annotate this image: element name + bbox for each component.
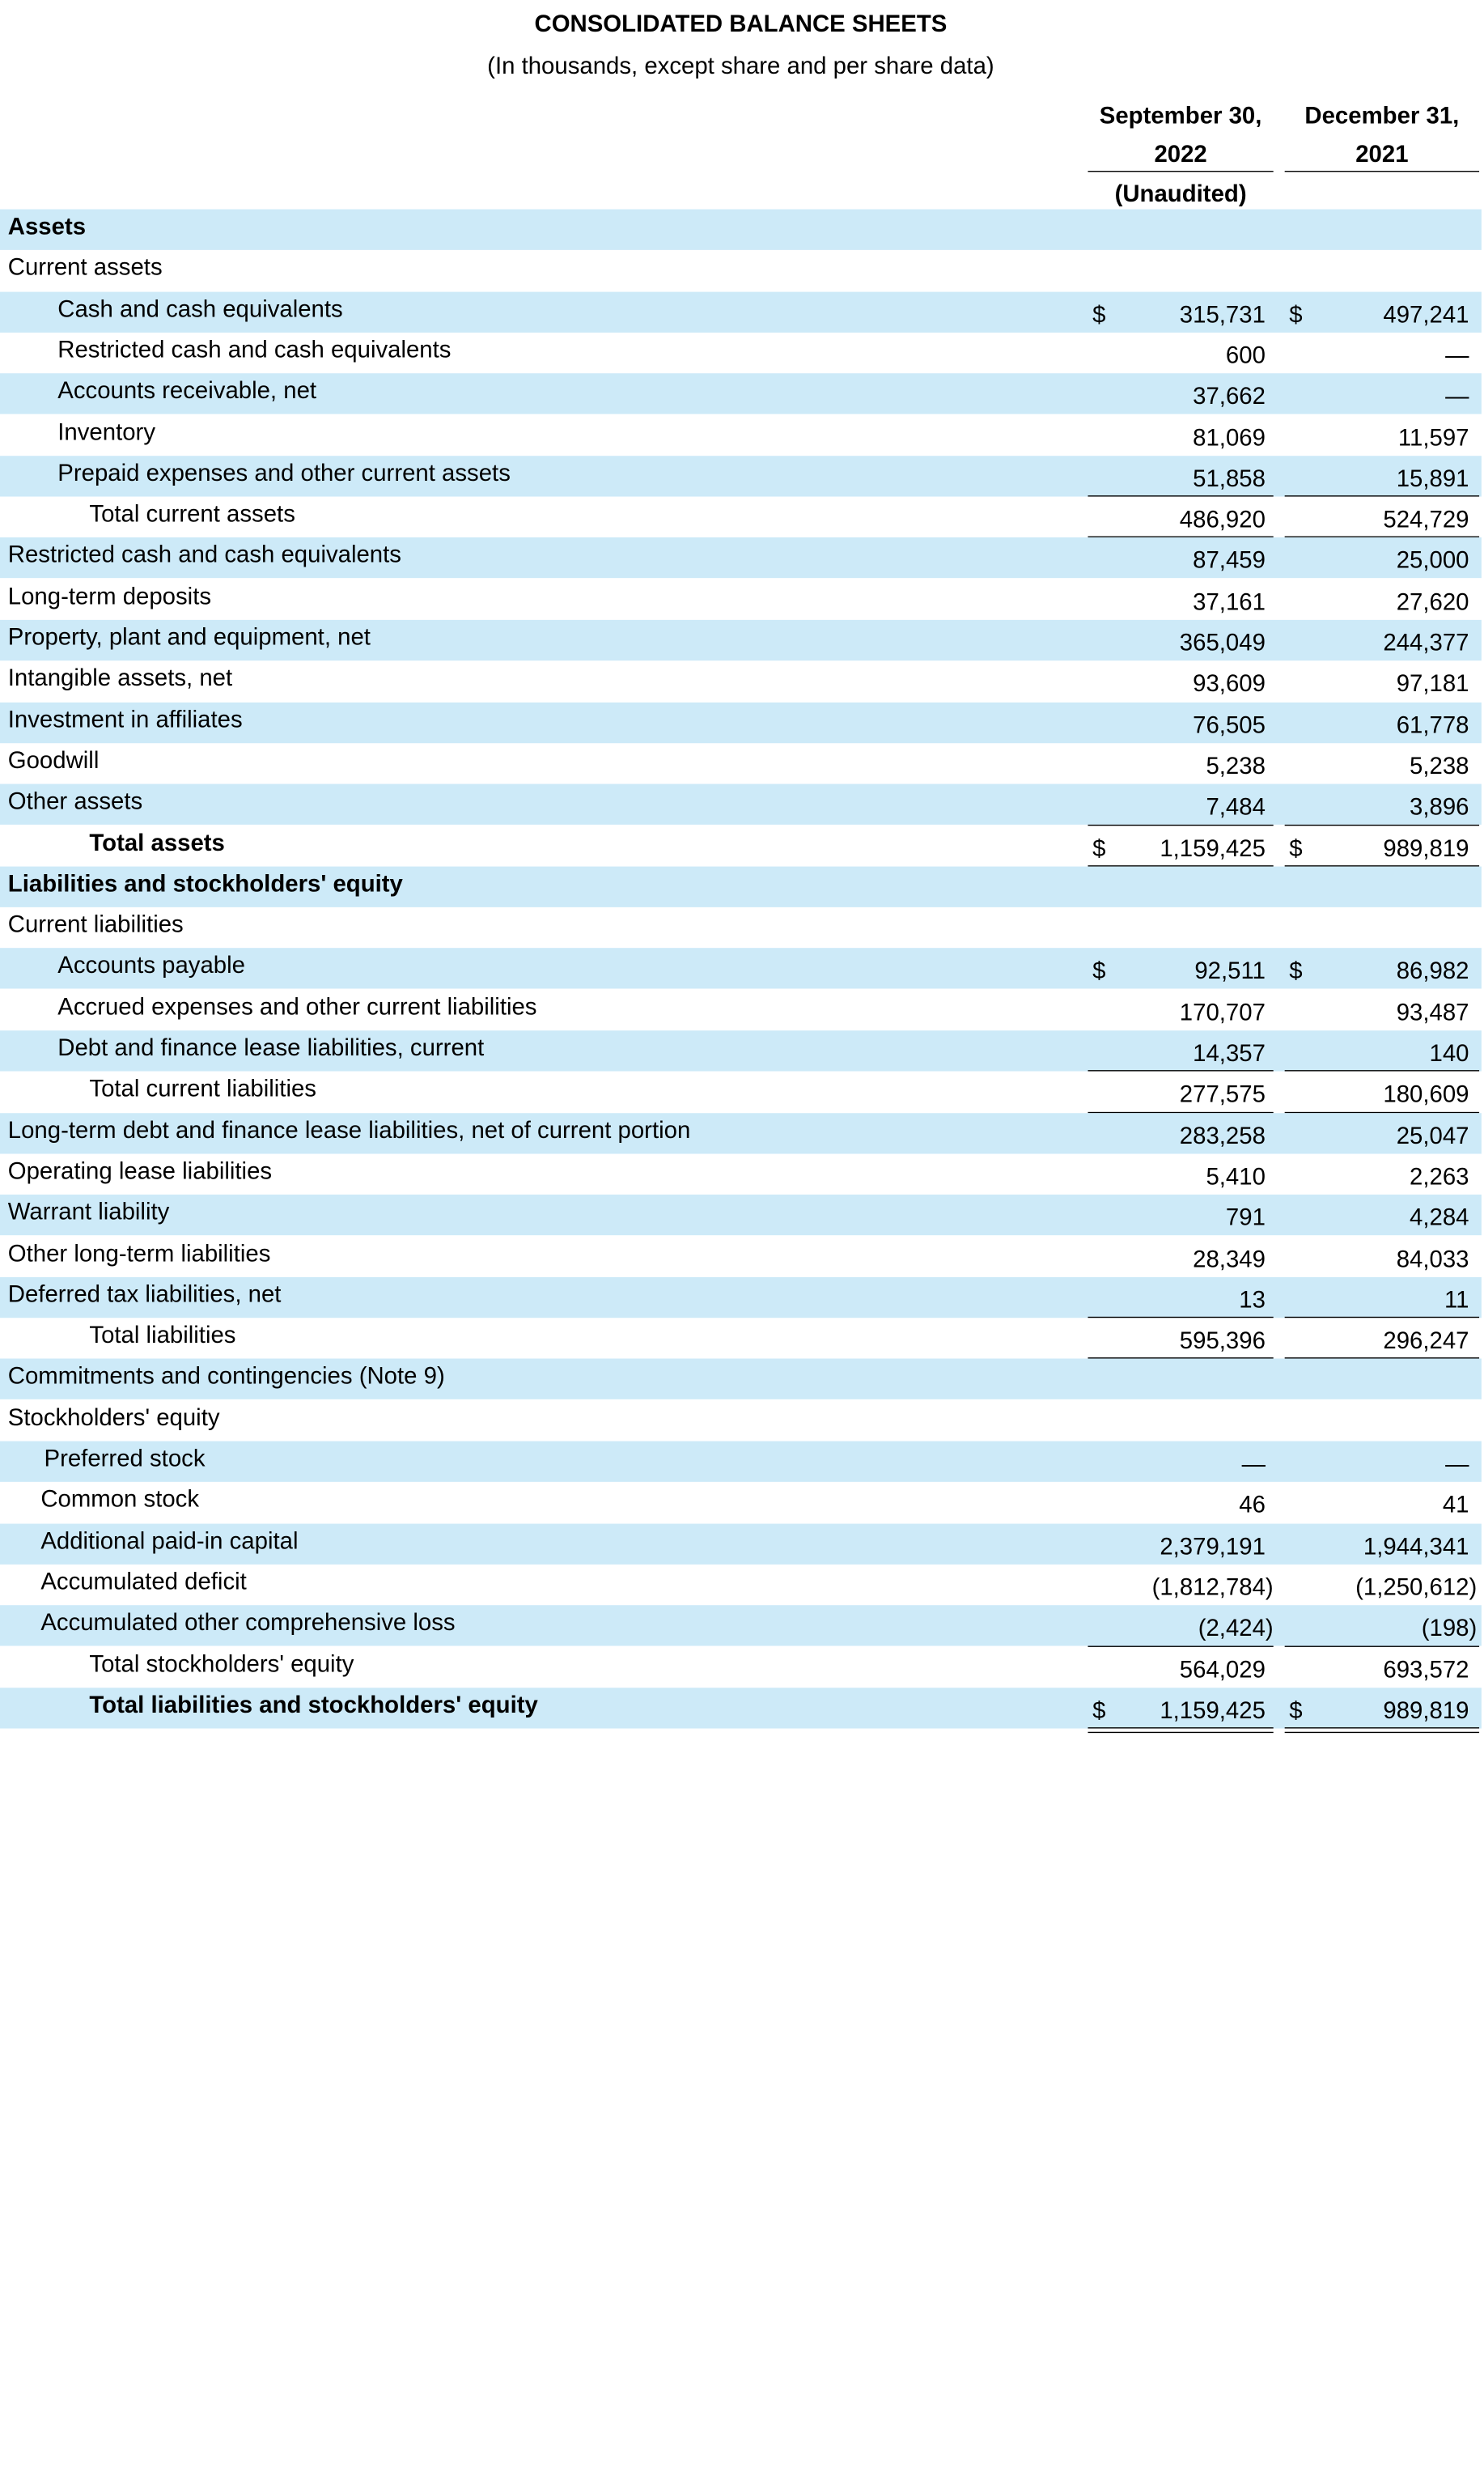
- table-row: [0, 1523, 1482, 1564]
- table-row: [0, 456, 1482, 496]
- value-dec-2021: 989,819: [1383, 1697, 1469, 1724]
- value-sep-2022: 5,238: [1206, 753, 1266, 779]
- row-label: Cash and cash equivalents: [57, 295, 343, 322]
- value-dec-2021: 989,819: [1383, 835, 1469, 862]
- value-sep-2022: 315,731: [1179, 301, 1266, 328]
- row-label: Long-term debt and finance lease liabilities, net of current portion: [7, 1117, 691, 1144]
- row-label: Operating lease liabilities: [7, 1157, 273, 1185]
- value-dec-2021: 3,896: [1410, 794, 1469, 821]
- row-label: Warrant liability: [7, 1199, 170, 1225]
- value-dec-2021: 11: [1444, 1287, 1469, 1314]
- value-dec-2021: 524,729: [1383, 507, 1469, 533]
- table-row: [0, 907, 1482, 948]
- value-dec-2021: 41: [1442, 1492, 1469, 1518]
- currency-symbol-dec-2021: $: [1289, 835, 1303, 862]
- value-dec-2021: —: [1445, 1451, 1469, 1478]
- value-dec-2021: 693,572: [1383, 1656, 1469, 1683]
- row-label: Accounts payable: [57, 953, 245, 979]
- value-dec-2021: 244,377: [1383, 630, 1469, 656]
- column-header-dec-line1: December 31,: [1304, 103, 1460, 130]
- table-row: [0, 1565, 1482, 1605]
- row-label: Total assets: [89, 830, 225, 856]
- table-row: [0, 1646, 1482, 1687]
- value-sep-2022: 1,159,425: [1160, 1697, 1266, 1724]
- value-sep-2022: 486,920: [1179, 507, 1266, 533]
- value-sep-2022: 600: [1225, 342, 1266, 369]
- row-label: Commitments and contingencies (Note 9): [7, 1363, 445, 1390]
- currency-symbol-sep-2022: $: [1092, 835, 1106, 862]
- row-label: Prepaid expenses and other current assets: [57, 460, 511, 486]
- value-dec-2021: (1,250,612): [1355, 1574, 1478, 1601]
- value-dec-2021: 4,284: [1410, 1204, 1469, 1231]
- row-label: Other long-term liabilities: [7, 1240, 271, 1267]
- double-underline: [1285, 1727, 1479, 1733]
- table-row: [0, 1605, 1482, 1645]
- row-label: Total liabilities: [89, 1322, 236, 1349]
- value-dec-2021: 140: [1429, 1040, 1469, 1067]
- row-label: Accumulated other comprehensive loss: [40, 1610, 456, 1637]
- row-label: Property, plant and equipment, net: [7, 624, 371, 651]
- value-dec-2021: 84,033: [1396, 1246, 1469, 1272]
- column-header-sep-2022: [1088, 97, 1273, 174]
- column-header-rule-2: [1285, 171, 1479, 172]
- table-row: [0, 1442, 1482, 1482]
- value-sep-2022: 7,484: [1206, 794, 1266, 821]
- value-dec-2021: 2,263: [1410, 1163, 1469, 1191]
- value-dec-2021: 180,609: [1383, 1081, 1469, 1108]
- page-subtitle: (In thousands, except share and per share data): [487, 53, 994, 79]
- table-row: [0, 1030, 1482, 1071]
- table-row: [0, 784, 1482, 825]
- table-row: [0, 291, 1482, 332]
- value-sep-2022: 365,049: [1179, 630, 1266, 656]
- value-sep-2022: 37,662: [1193, 384, 1266, 410]
- table-row: [0, 537, 1482, 578]
- row-label: Accumulated deficit: [40, 1569, 247, 1595]
- row-label: Additional paid-in capital: [40, 1527, 299, 1554]
- value-dec-2021: —: [1445, 342, 1469, 369]
- value-sep-2022: 277,575: [1179, 1081, 1266, 1108]
- table-row: [0, 579, 1482, 619]
- column-header-dec-2021: [1285, 97, 1479, 174]
- column-header-dec-line2: 2021: [1355, 141, 1409, 168]
- row-label: Inventory: [57, 418, 156, 445]
- value-sep-2022: 2,379,191: [1160, 1533, 1266, 1560]
- row-label: Current liabilities: [7, 911, 184, 938]
- value-sep-2022: 170,707: [1179, 1000, 1266, 1026]
- value-dec-2021: 93,487: [1396, 1000, 1469, 1026]
- value-dec-2021: 27,620: [1396, 588, 1469, 615]
- value-dec-2021: 97,181: [1396, 671, 1469, 698]
- double-underline: [1088, 1727, 1273, 1733]
- table-row: [0, 414, 1482, 455]
- currency-symbol-dec-2021: $: [1289, 1697, 1303, 1724]
- value-sep-2022: 5,410: [1206, 1163, 1266, 1191]
- table-row: [0, 1072, 1482, 1112]
- table-row: [0, 620, 1482, 660]
- table-row: [0, 1482, 1482, 1522]
- column-header-rule-1: [1088, 171, 1273, 172]
- row-label: Deferred tax liabilities, net: [7, 1281, 282, 1308]
- table-row: [0, 250, 1482, 291]
- row-label: Assets: [7, 214, 87, 240]
- currency-symbol-sep-2022: $: [1092, 1697, 1106, 1724]
- row-label: Investment in affiliates: [7, 706, 243, 733]
- currency-symbol-sep-2022: $: [1092, 301, 1106, 328]
- row-label: Preferred stock: [44, 1446, 206, 1472]
- table-row: [0, 1359, 1482, 1399]
- column-header-sep-line2: 2022: [1154, 141, 1207, 168]
- table-row: [0, 210, 1482, 250]
- value-sep-2022: 1,159,425: [1160, 835, 1266, 862]
- row-label: Restricted cash and cash equivalents: [7, 541, 401, 569]
- value-dec-2021: 296,247: [1383, 1327, 1469, 1355]
- row-label: Liabilities and stockholders' equity: [7, 870, 403, 898]
- value-sep-2022: 46: [1239, 1492, 1266, 1518]
- value-sep-2022: 595,396: [1179, 1327, 1266, 1355]
- row-label: Accounts receivable, net: [57, 378, 317, 405]
- row-label: Total stockholders' equity: [89, 1650, 354, 1677]
- table-row: [0, 826, 1482, 866]
- value-dec-2021: 25,047: [1396, 1123, 1469, 1149]
- row-label: Current assets: [7, 254, 163, 282]
- column-header-sep-line1: September 30,: [1099, 103, 1262, 130]
- row-label: Goodwill: [7, 747, 100, 774]
- value-dec-2021: 25,000: [1396, 547, 1469, 575]
- row-label: Accrued expenses and other current liabilities: [57, 994, 537, 1021]
- table-row: [0, 989, 1482, 1030]
- table-row: [0, 661, 1482, 702]
- table-row: [0, 1113, 1482, 1153]
- value-sep-2022: 564,029: [1179, 1656, 1266, 1683]
- table-row: [0, 1277, 1482, 1318]
- table-row: [0, 1236, 1482, 1276]
- value-dec-2021: 497,241: [1383, 301, 1469, 328]
- table-row: [0, 1688, 1482, 1728]
- row-label: Intangible assets, net: [7, 665, 233, 692]
- value-sep-2022: (2,424): [1198, 1616, 1274, 1642]
- row-label: Debt and finance lease liabilities, current: [57, 1034, 485, 1061]
- row-label: Total current liabilities: [89, 1076, 317, 1102]
- value-dec-2021: 15,891: [1396, 465, 1469, 492]
- table-row: [0, 949, 1482, 989]
- table-row: [0, 1318, 1482, 1358]
- row-label: Total current assets: [89, 501, 295, 528]
- value-sep-2022: 791: [1225, 1204, 1266, 1231]
- value-dec-2021: —: [1445, 384, 1469, 410]
- row-label: Stockholders' equity: [7, 1404, 220, 1431]
- page-title: CONSOLIDATED BALANCE SHEETS: [534, 11, 948, 38]
- table-row: [0, 866, 1482, 907]
- table-row: [0, 702, 1482, 742]
- row-label: Other assets: [7, 788, 143, 815]
- value-sep-2022: 283,258: [1179, 1123, 1266, 1149]
- table-row: [0, 373, 1482, 414]
- value-dec-2021: 5,238: [1410, 753, 1469, 779]
- value-sep-2022: 87,459: [1193, 547, 1266, 575]
- column-header-unaudited: (Unaudited): [1114, 180, 1247, 207]
- value-dec-2021: 1,944,341: [1363, 1533, 1469, 1560]
- value-dec-2021: 11,597: [1397, 424, 1469, 451]
- value-sep-2022: 13: [1239, 1287, 1266, 1314]
- value-sep-2022: 51,858: [1193, 465, 1266, 492]
- value-sep-2022: 14,357: [1193, 1040, 1266, 1067]
- row-label: Long-term deposits: [7, 583, 212, 609]
- value-sep-2022: —: [1241, 1451, 1266, 1478]
- row-label: Restricted cash and cash equivalents: [57, 337, 452, 363]
- value-dec-2021: 86,982: [1396, 958, 1469, 985]
- currency-symbol-sep-2022: $: [1092, 958, 1106, 985]
- table-row: [0, 333, 1482, 373]
- table-row: [0, 1153, 1482, 1194]
- value-sep-2022: 28,349: [1193, 1246, 1266, 1272]
- value-sep-2022: (1,812,784): [1151, 1574, 1274, 1601]
- table-row: [0, 497, 1482, 537]
- value-sep-2022: 37,161: [1193, 588, 1266, 615]
- value-sep-2022: 81,069: [1193, 424, 1266, 451]
- value-sep-2022: 76,505: [1193, 711, 1266, 739]
- value-sep-2022: 92,511: [1194, 958, 1266, 985]
- table-row: [0, 1400, 1482, 1441]
- currency-symbol-dec-2021: $: [1289, 958, 1303, 985]
- table-row: [0, 1195, 1482, 1235]
- row-label: Total liabilities and stockholders' equity: [89, 1692, 538, 1718]
- value-dec-2021: (198): [1421, 1616, 1478, 1642]
- row-label: Common stock: [40, 1486, 200, 1514]
- value-dec-2021: 61,778: [1396, 711, 1469, 739]
- currency-symbol-dec-2021: $: [1289, 301, 1303, 328]
- value-sep-2022: 93,609: [1193, 671, 1266, 698]
- table-row: [0, 743, 1482, 783]
